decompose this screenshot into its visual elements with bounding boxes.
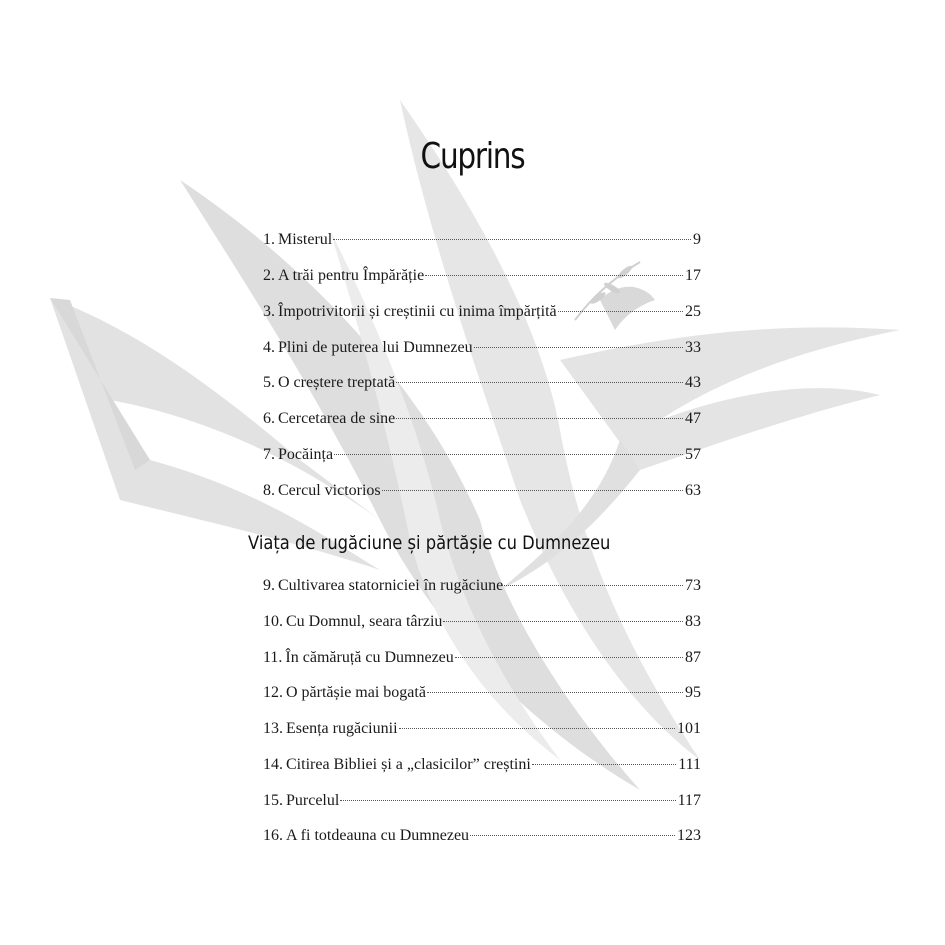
- entry-page-number: 123: [677, 827, 701, 844]
- toc-entry: [263, 789, 701, 813]
- entry-page-number: 111: [678, 756, 701, 773]
- toc-entry: [263, 717, 701, 741]
- dot-leader: [558, 311, 683, 312]
- entry-page-number: 25: [685, 303, 701, 320]
- dot-leader: [427, 692, 683, 693]
- toc-entry: [263, 646, 701, 670]
- entry-page-number: 83: [685, 613, 701, 630]
- entry-title: Pocăința: [278, 446, 334, 463]
- entry-number: 12.: [263, 684, 283, 701]
- toc-entry: [263, 336, 701, 360]
- section-heading: Viața de rugăciune și părtășie cu Dumnezeu: [248, 532, 611, 554]
- toc-entry: [263, 407, 701, 431]
- entry-page-number: 101: [677, 720, 701, 737]
- toc-entry: [263, 371, 701, 395]
- entry-page-number: 63: [685, 482, 701, 499]
- entry-number: 1.: [263, 231, 275, 248]
- entry-page-number: 9: [693, 231, 701, 248]
- entry-title: Purcelul: [286, 792, 340, 809]
- dot-leader: [340, 800, 675, 801]
- entry-number: 5.: [263, 374, 275, 391]
- entry-title: O creștere treptată: [278, 374, 396, 391]
- toc-entry: [263, 610, 701, 634]
- entry-page-number: 57: [685, 446, 701, 463]
- entry-title: În cămăruță cu Dumnezeu: [285, 649, 454, 666]
- entry-number: 3.: [263, 303, 275, 320]
- entry-page-number: 95: [685, 684, 701, 701]
- dot-leader: [382, 490, 683, 491]
- page-title: Cuprins: [420, 136, 525, 177]
- toc-entry: [263, 479, 701, 503]
- dot-leader: [333, 239, 691, 240]
- entry-number: 9.: [263, 577, 275, 594]
- entry-number: 14.: [263, 756, 283, 773]
- entry-page-number: 33: [685, 339, 701, 356]
- entry-number: 16.: [263, 827, 283, 844]
- entry-number: 15.: [263, 792, 283, 809]
- dot-leader: [399, 728, 675, 729]
- toc-entry: [263, 443, 701, 467]
- entry-number: 4.: [263, 339, 275, 356]
- entry-number: 7.: [263, 446, 275, 463]
- entry-number: 11.: [263, 649, 283, 666]
- entry-title: Împotrivitorii și creștinii cu inima împărțită: [278, 303, 557, 320]
- dot-leader: [474, 347, 683, 348]
- entry-number: 6.: [263, 410, 275, 427]
- entry-number: 8.: [263, 482, 275, 499]
- dot-leader: [425, 275, 683, 276]
- dot-leader: [504, 585, 683, 586]
- entry-title: Misterul: [278, 231, 333, 248]
- entry-page-number: 47: [685, 410, 701, 427]
- entry-page-number: 117: [677, 792, 701, 809]
- entry-number: 10.: [263, 613, 283, 630]
- entry-page-number: 87: [685, 649, 701, 666]
- toc-entry: [263, 753, 701, 777]
- dot-leader: [396, 418, 683, 419]
- entry-title: O părtășie mai bogată: [286, 684, 426, 701]
- entry-title: A fi totdeauna cu Dumnezeu: [286, 827, 470, 844]
- dot-leader: [532, 764, 676, 765]
- entry-number: 13.: [263, 720, 283, 737]
- toc-entry: [263, 264, 701, 288]
- toc-entry: [263, 228, 701, 252]
- entry-title: Cercetarea de sine: [278, 410, 396, 427]
- dot-leader: [455, 657, 683, 658]
- toc-entry: [263, 574, 701, 598]
- entry-title: Cultivarea statorniciei în rugăciune: [278, 577, 504, 594]
- dot-leader: [470, 835, 675, 836]
- entry-title: Citirea Bibliei și a „clasicilor” creștini: [286, 756, 531, 773]
- entry-title: Cu Domnul, seara târziu: [286, 613, 443, 630]
- toc-entry: [263, 824, 701, 848]
- entry-title: Cercul victorios: [278, 482, 381, 499]
- entry-page-number: 43: [685, 374, 701, 391]
- toc-entry: [263, 681, 701, 705]
- entry-title: Plini de puterea lui Dumnezeu: [278, 339, 473, 356]
- entry-title: Esența rugăciunii: [286, 720, 398, 737]
- dot-leader: [334, 454, 683, 455]
- dot-leader: [443, 621, 683, 622]
- entry-number: 2.: [263, 267, 275, 284]
- toc-entry: [263, 300, 701, 324]
- entry-title: A trăi pentru Împărăție: [278, 267, 425, 284]
- entry-page-number: 73: [685, 577, 701, 594]
- entry-page-number: 17: [685, 267, 701, 284]
- dot-leader: [396, 382, 683, 383]
